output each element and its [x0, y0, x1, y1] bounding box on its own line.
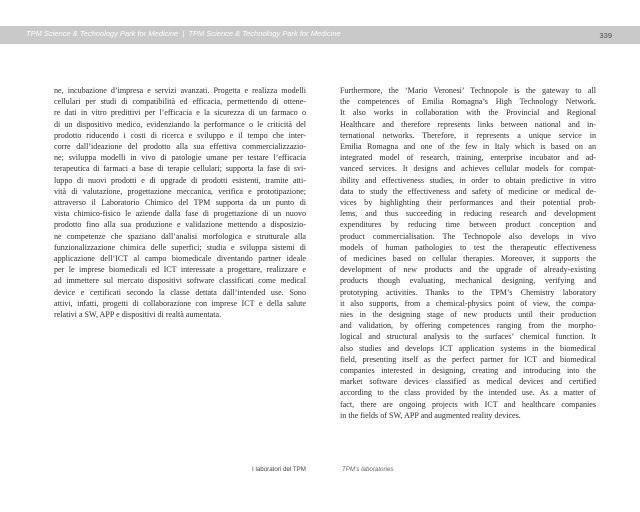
text-line: expenditures by reducing time between product conception and	[340, 220, 596, 230]
text-line: according to the class provided by the intended use. As a matter of	[340, 388, 596, 398]
text-line: ternational networks. Therefore, it represents a unique service in	[340, 130, 596, 140]
text-line: prototyping activities. Thanks to the TPM’s Chemistry laboratory	[340, 287, 596, 297]
text-line: products though evaluating, mechanical designing, verifying and	[340, 276, 596, 286]
text-line: data to study the effectiveness and safety of medicine or medical de-	[340, 186, 596, 196]
text-line: and validation, by offering competences ranging from the morpho-	[340, 321, 596, 331]
header-separator: |	[182, 29, 185, 38]
text-line: Emilia Romagna and one of the few in Italy which is based on an	[340, 142, 596, 152]
text-line: lems, and thus succeeding in reducing research and development	[340, 209, 596, 219]
text-line: cellulari per studi di compatibilità ed efficacia, permettendo di ottene-	[54, 97, 306, 107]
page-number: 339	[599, 31, 612, 40]
english-text-column	[340, 85, 596, 421]
header-title-english: TPM Science & Technology Park for Medicine	[188, 29, 341, 38]
text-line: applicazione dell’ICT al campo biomedicale diventando partner ideale	[54, 254, 306, 264]
text-line: nies in the designing stage of new products until their production	[340, 310, 596, 320]
text-line: prodotto fino alla sua produzione e validazione mettendo a disposizio-	[54, 220, 306, 230]
text-line: integrated model of research, training, enterprise incubator and ad-	[340, 153, 596, 163]
footer-section-english: TPM’s laboratories	[342, 466, 394, 473]
text-line: vità di valutazione, progettazione meccanica, verifica e prototipazione;	[54, 186, 306, 196]
text-line: di un dispositivo medico, evidenziando la performance o le criticità del	[54, 119, 306, 129]
text-line: vanced services. It designs and achieves cellular models for compat-	[340, 164, 596, 174]
text-line: relativi a SW, APP e dispositivi di realtà aumentata.	[54, 310, 222, 320]
text-line: ne, incubazione d’impresa e servizi avanzati. Progetta e realizza modelli	[54, 86, 306, 95]
text-line: logical and structural analysis to the surfaces’ chemical function. It	[340, 332, 596, 342]
text-line: market software devices classified as medical devices and certified	[340, 377, 596, 387]
text-line: it also supports, from a chemical-physics point of view, the compa-	[340, 298, 596, 308]
text-line: ne competenze che spaziano dall’analisi morfologica e strutturale alla	[54, 231, 306, 241]
text-line: in the fields of SW, APP and augmented reality devices.	[340, 410, 521, 420]
text-line: vista chimico-fisico le aziende dalla fase di progettazione di un nuovo	[54, 209, 306, 219]
text-line: attraverso il Laboratorio Chimico del TPM supporta da un punto di	[54, 198, 306, 208]
text-line: fact, there are ongoing projects with ICT and healthcare companies	[340, 399, 596, 409]
text-line: development of new products and the upgrade of already-existing	[340, 265, 596, 275]
text-line: It also works in collaboration with the Provincial and Regional	[340, 108, 596, 118]
text-line: re dati in vitro predittivi per l’efficacia e la sicurezza di un farmaco o	[54, 108, 306, 118]
italian-text-column	[54, 85, 306, 320]
text-line: the competences of Emilia Romagna’s High Technology Network.	[340, 97, 596, 107]
text-line: luppo di nuovi prodotti e di upgrade di prodotti esistenti, tramite atti-	[54, 175, 306, 185]
text-line: of medicines based on cellular therapies. Moreover, it supports the	[340, 254, 596, 264]
running-header	[26, 29, 341, 38]
text-line: vices by highlighting their performances and their potential prob-	[340, 198, 596, 208]
text-line: funzionalizzazione chimica delle superfici; studia e sviluppa sistemi di	[54, 242, 306, 252]
text-line: Furthermore, the ‘Mario Veronesi’ Technopole is the gateway to all	[340, 86, 596, 95]
header-title-italian: TPM Science & Technology Park for Medicine	[26, 29, 179, 38]
text-line: corre dall’ideazione del prodotto alla sua effettiva commercializzazio-	[54, 142, 306, 152]
text-line: Healthcare and therefore represents links between national and in-	[340, 119, 596, 129]
footer-section-italian: I laboratori del TPM	[252, 466, 306, 473]
text-line: ne; sviluppa modelli in vivo di patologie umane per testare l’efficacia	[54, 153, 306, 163]
text-line: models of human pathologies to test the therapeutic effectiveness	[340, 242, 596, 252]
text-line: product commercialisation. The Technopole also develops in vivo	[340, 231, 596, 241]
text-line: field, presenting itself as the perfect partner for ICT and biomedical	[340, 354, 596, 364]
text-line: ibility and effectiveness studies, in order to obtain predictive in vitro	[340, 175, 596, 185]
text-line: also studies and develops ICT application systems in the biomedical	[340, 343, 596, 353]
text-line: terapeutica di farmaci a base di terapie cellulari; supporta la fase di svi-	[54, 164, 306, 174]
text-line: attivi, infatti, progetti di collaborazione con imprese ICT e della salute	[54, 298, 306, 308]
text-line: ad immettere sul mercato dispositivi software classificati come medical	[54, 276, 306, 286]
text-line: companies interested in designing, creating and introducing into the	[340, 366, 596, 376]
text-line: prodotto riducendo i costi di ricerca e sviluppo e il tempo che inter-	[54, 130, 306, 140]
text-line: per le imprese biomedicali ed ICT interessate a progettare, realizzare e	[54, 265, 306, 275]
text-line: device e certificati secondo la classe dettata dall’intended use. Sono	[54, 287, 306, 297]
